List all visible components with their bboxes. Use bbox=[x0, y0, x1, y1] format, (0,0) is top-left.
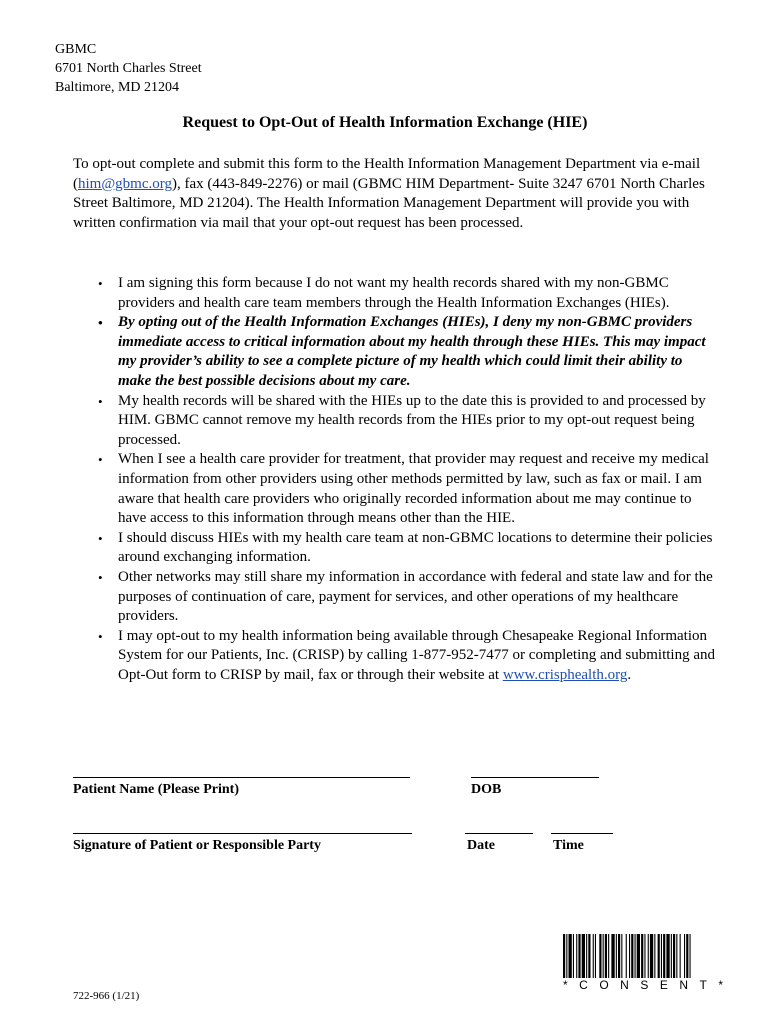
list-item-warning: • By opting out of the Health Information Exchanges (HIEs), I deny my non-GBMC providers immediate access to critical information about my health through these HIEs. This may impact my provider’s ability to see a complete picture of my health which could limit their ability to make the best possible decisions about my care. bbox=[118, 313, 718, 391]
list-item: • Other networks may still share my information in accordance with federal and state law and for the purposes of continuation of care, payment for services, and other operations of my healthcare providers. bbox=[118, 568, 718, 627]
email-link[interactable]: him@gbmc.org bbox=[78, 175, 172, 192]
address-block bbox=[55, 40, 202, 97]
crisp-text-end: . bbox=[627, 666, 632, 683]
list-item-crisp bbox=[118, 627, 718, 686]
crisp-text: I may opt-out to my health information being available through Chesapeake Regional Information System for our Patients, Inc. (CRISP) by calling 1-877-952-7477 or completing and submitting and Opt-Out form to CRISP by mail, fax or through their website at bbox=[118, 627, 716, 683]
crisp-website-link[interactable]: www.crisphealth.org bbox=[502, 666, 628, 683]
intro-paragraph bbox=[73, 155, 713, 233]
dob-line[interactable] bbox=[471, 777, 599, 778]
signature-line[interactable] bbox=[73, 833, 412, 834]
list-item: • I am signing this form because I do not want my health records shared with my non-GBMC providers and health care team members through the Health Information Exchanges (HIEs). bbox=[118, 274, 718, 313]
list-item: • I should discuss HIEs with my health care team at non-GBMC locations to determine their policies around exchanging information. bbox=[118, 529, 718, 568]
signature-label: Signature of Patient or Responsible Party bbox=[73, 838, 321, 853]
statement-list bbox=[118, 274, 718, 685]
org-name: GBMC bbox=[55, 42, 97, 57]
form-title: Request to Opt-Out of Health Information Exchange (HIE) bbox=[182, 114, 588, 131]
patient-name-line[interactable] bbox=[73, 777, 410, 778]
date-label: Date bbox=[467, 838, 495, 853]
patient-name-label: Patient Name (Please Print) bbox=[73, 782, 239, 797]
dob-label: DOB bbox=[471, 782, 502, 797]
time-line[interactable] bbox=[551, 833, 613, 834]
org-street: 6701 North Charles Street bbox=[55, 61, 202, 76]
intro-text-2: ), fax (443-849-2276) or mail (GBMC HIM Department- Suite 3247 6701 North Charles Street Baltimore, MD 21204). The Health Information Management Department will provide you with written confirmation via mail that your opt-out request has been processed. bbox=[73, 175, 705, 231]
barcode-image bbox=[563, 934, 753, 978]
list-item: • When I see a health care provider for treatment, that provider may request and receive my medical information from other providers using other methods permitted by law, such as fax or mail. I am aware that health care providers who originally recorded information about me may continue to have access to this information through means other than the HIE. bbox=[118, 450, 718, 528]
date-line[interactable] bbox=[465, 833, 533, 834]
intro-text-1: To opt-out complete and submit this form to the Health Information Management Department via e-mail ( bbox=[73, 156, 701, 192]
form-number: 722-966 (1/21) bbox=[73, 990, 140, 1002]
org-city: Baltimore, MD 21204 bbox=[55, 80, 180, 95]
time-label: Time bbox=[553, 838, 584, 853]
list-item: • My health records will be shared with the HIEs up to the date this is provided to and processed by HIM. GBMC cannot remove my health records from the HIEs prior to my opt-out request being processed. bbox=[118, 392, 718, 451]
barcode-caption: *CONSENT* bbox=[563, 978, 735, 992]
